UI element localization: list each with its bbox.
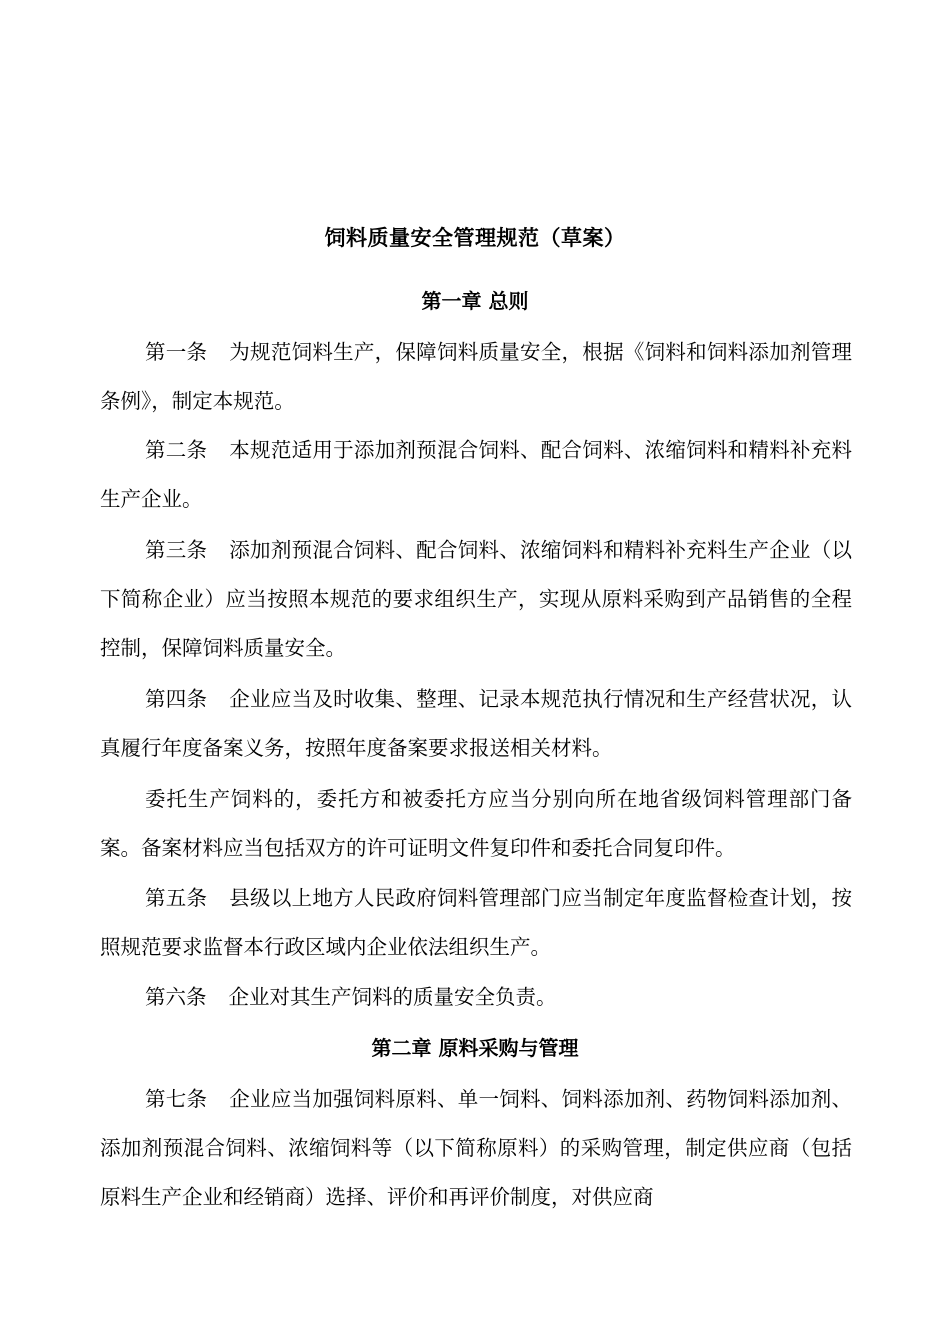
article-4-paragraph-2: [100, 775, 852, 873]
article-label: 第七条: [145, 1087, 208, 1111]
article-text: 本规范适用于添加剂预混合饲料、配合饲料、浓缩饲料和精料补充料生产企业。: [100, 438, 852, 511]
article-5: [100, 874, 852, 972]
chapter-heading-2: 第二章 原料采购与管理: [371, 1036, 579, 1060]
article-6: [100, 973, 852, 1022]
article-label: 第二条: [145, 438, 208, 462]
chapter-heading-1: 第一章 总则: [421, 289, 529, 313]
article-3: [100, 526, 852, 673]
article-text: 添加剂预混合饲料、配合饲料、浓缩饲料和精料补充料生产企业（以下简称企业）应当按照本规范的要求组织生产，实现从原料采购到产品销售的全程控制，保障饲料质量安全。: [100, 538, 852, 660]
article-label: 第六条: [145, 985, 207, 1009]
article-label: 第五条: [145, 886, 208, 910]
article-2: [100, 426, 852, 524]
article-label: 第三条: [145, 538, 208, 562]
article-7: [100, 1075, 852, 1222]
article-text: 为规范饲料生产，保障饲料质量安全，根据《饲料和饲料添加剂管理条例》，制定本规范。: [100, 340, 852, 413]
article-text: 企业对其生产饲料的质量安全负责。: [228, 985, 557, 1009]
article-1: [100, 328, 852, 426]
article-text: 委托生产饲料的，委托方和被委托方应当分别向所在地省级饲料管理部门备案。备案材料应当包括双方的许可证明文件复印件和委托合同复印件。: [100, 787, 852, 860]
document-title: 饲料质量安全管理规范（草案）: [324, 226, 626, 250]
article-label: 第一条: [145, 340, 208, 364]
article-text: 企业应当及时收集、整理、记录本规范执行情况和生产经营状况，认真履行年度备案义务，按照年度备案要求报送相关材料。: [100, 687, 852, 760]
article-text: 县级以上地方人民政府饲料管理部门应当制定年度监督检查计划，按照规范要求监督本行政区域内企业依法组织生产。: [100, 886, 852, 959]
article-label: 第四条: [145, 687, 208, 711]
article-text: 企业应当加强饲料原料、单一饲料、饲料添加剂、药物饲料添加剂、添加剂预混合饲料、浓缩饲料等（以下简称原料）的采购管理，制定供应商（包括原料生产企业和经销商）选择、评价和再评价制度，对供应商: [100, 1087, 852, 1209]
article-4: [100, 675, 852, 773]
